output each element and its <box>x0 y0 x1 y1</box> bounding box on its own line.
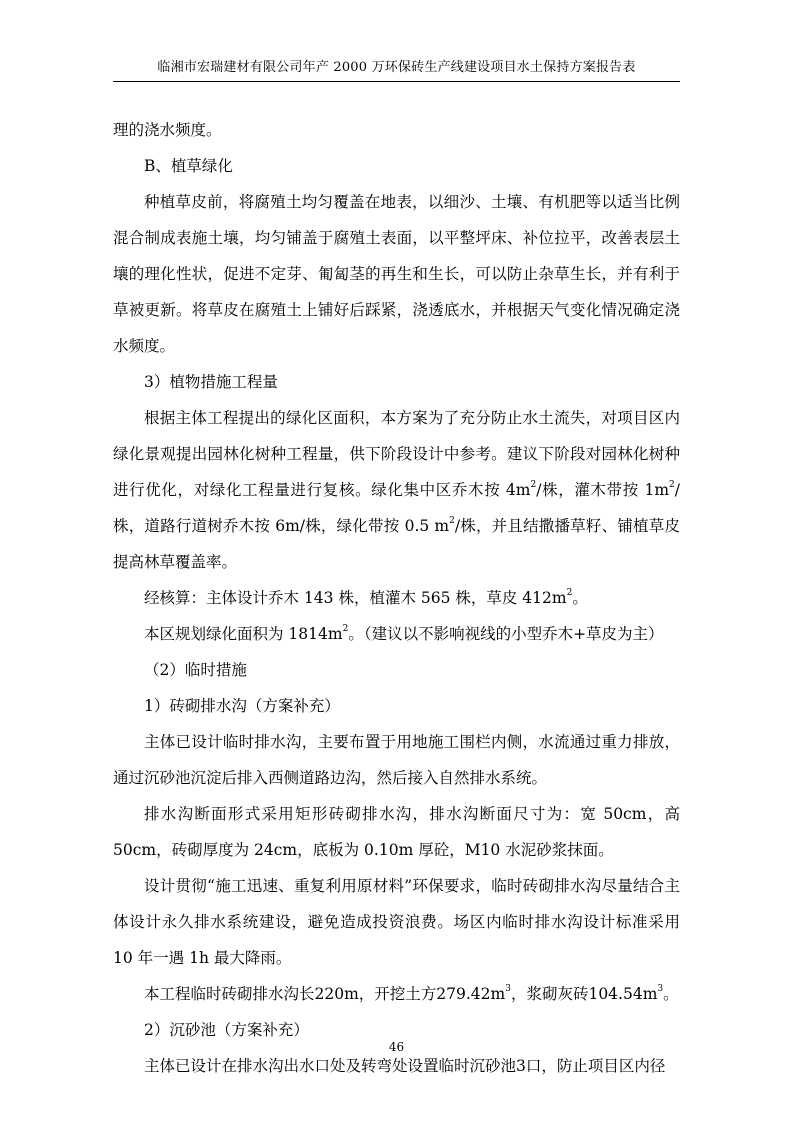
paragraph: 主体已设计在排水沟出水口处及转弯处设置临时沉砂池3口，防止项目区内径 <box>144 1057 666 1075</box>
document-body <box>113 112 680 1084</box>
paragraph: 主体已设计临时排水沟，主要布置于用地施工围栏内侧，水流通过重力排放，通过沉砂池沉淀后排入西侧道路边沟，然后接入自然排水系统。 <box>113 733 680 787</box>
paragraph: 2）沉砂池（方案补充） <box>144 1021 309 1039</box>
paragraph: 经核算：主体设计乔木 143 株，植灌木 565 株，草皮 $412m^2$。 <box>144 587 588 607</box>
paragraph: 本区规划绿化面积为 $1814m^2$。（建议以不影响视线的小型乔木+草皮为主） <box>144 623 664 643</box>
paragraph: 1）砖砌排水沟（方案补充） <box>144 697 340 715</box>
paragraph: B、植草绿化 <box>144 157 233 175</box>
paragraph: 本工程临时砖砌排水沟长220m，开挖土方$279.42m^3$，浆砌灰砖$104.54m^3$。 <box>144 983 679 1003</box>
paragraph: 根据主体工程提出的绿化区面积，本方案为了充分防止水土流失，对项目区内绿化景观提出园林化树种工程量，供下阶段设计中参考。建议下阶段对园林化树种进行优化，对绿化工程量进行复核。绿化集中区乔木按 $4m^2/$株，灌木带按 $1m^2/$株，道路行道树乔木按 6m/株，绿化带按 0.5 $m^2/$株，并且结撒播草籽、铺植草皮提高林草覆盖率。 <box>113 409 680 571</box>
paragraph: 设计贯彻“施工迅速、重复利用原材料”环保要求，临时砖砌排水沟尽量结合主体设计永久排水系统建设，避免造成投资浪费。场区内临时排水沟设计标准采用 10 年一遇 1h 最大降雨。 <box>113 877 680 967</box>
paragraph: 理的浇水频度。 <box>113 121 222 139</box>
page-header: 临湘市宏瑞建材有限公司年产 2000 万环保砖生产线建设项目水土保持方案报告表 <box>113 56 680 82</box>
paragraph: 3）植物措施工程量 <box>144 373 278 391</box>
paragraph: （2）临时措施 <box>144 661 247 679</box>
paragraph: 种植草皮前，将腐殖土均匀覆盖在地表，以细沙、土壤、有机肥等以适当比例混合制成表施土壤，均匀铺盖于腐殖土表面，以平整坪床、补位拉平，改善表层土壤的理化性状，促进不定芽、匍匐茎的再生和生长，可以防止杂草生长，并有利于草被更新。将草皮在腐殖土上铺好后踩紧，浇透底水，并根据天气变化情况确定浇水频度。 <box>113 193 680 355</box>
page-number: 46 <box>388 1040 405 1054</box>
paragraph: 排水沟断面形式采用矩形砖砌排水沟，排水沟断面尺寸为：宽 50cm，高 50cm，砖砌厚度为 24cm，底板为 0.10m 厚砼，M10 水泥砂浆抹面。 <box>113 805 680 859</box>
